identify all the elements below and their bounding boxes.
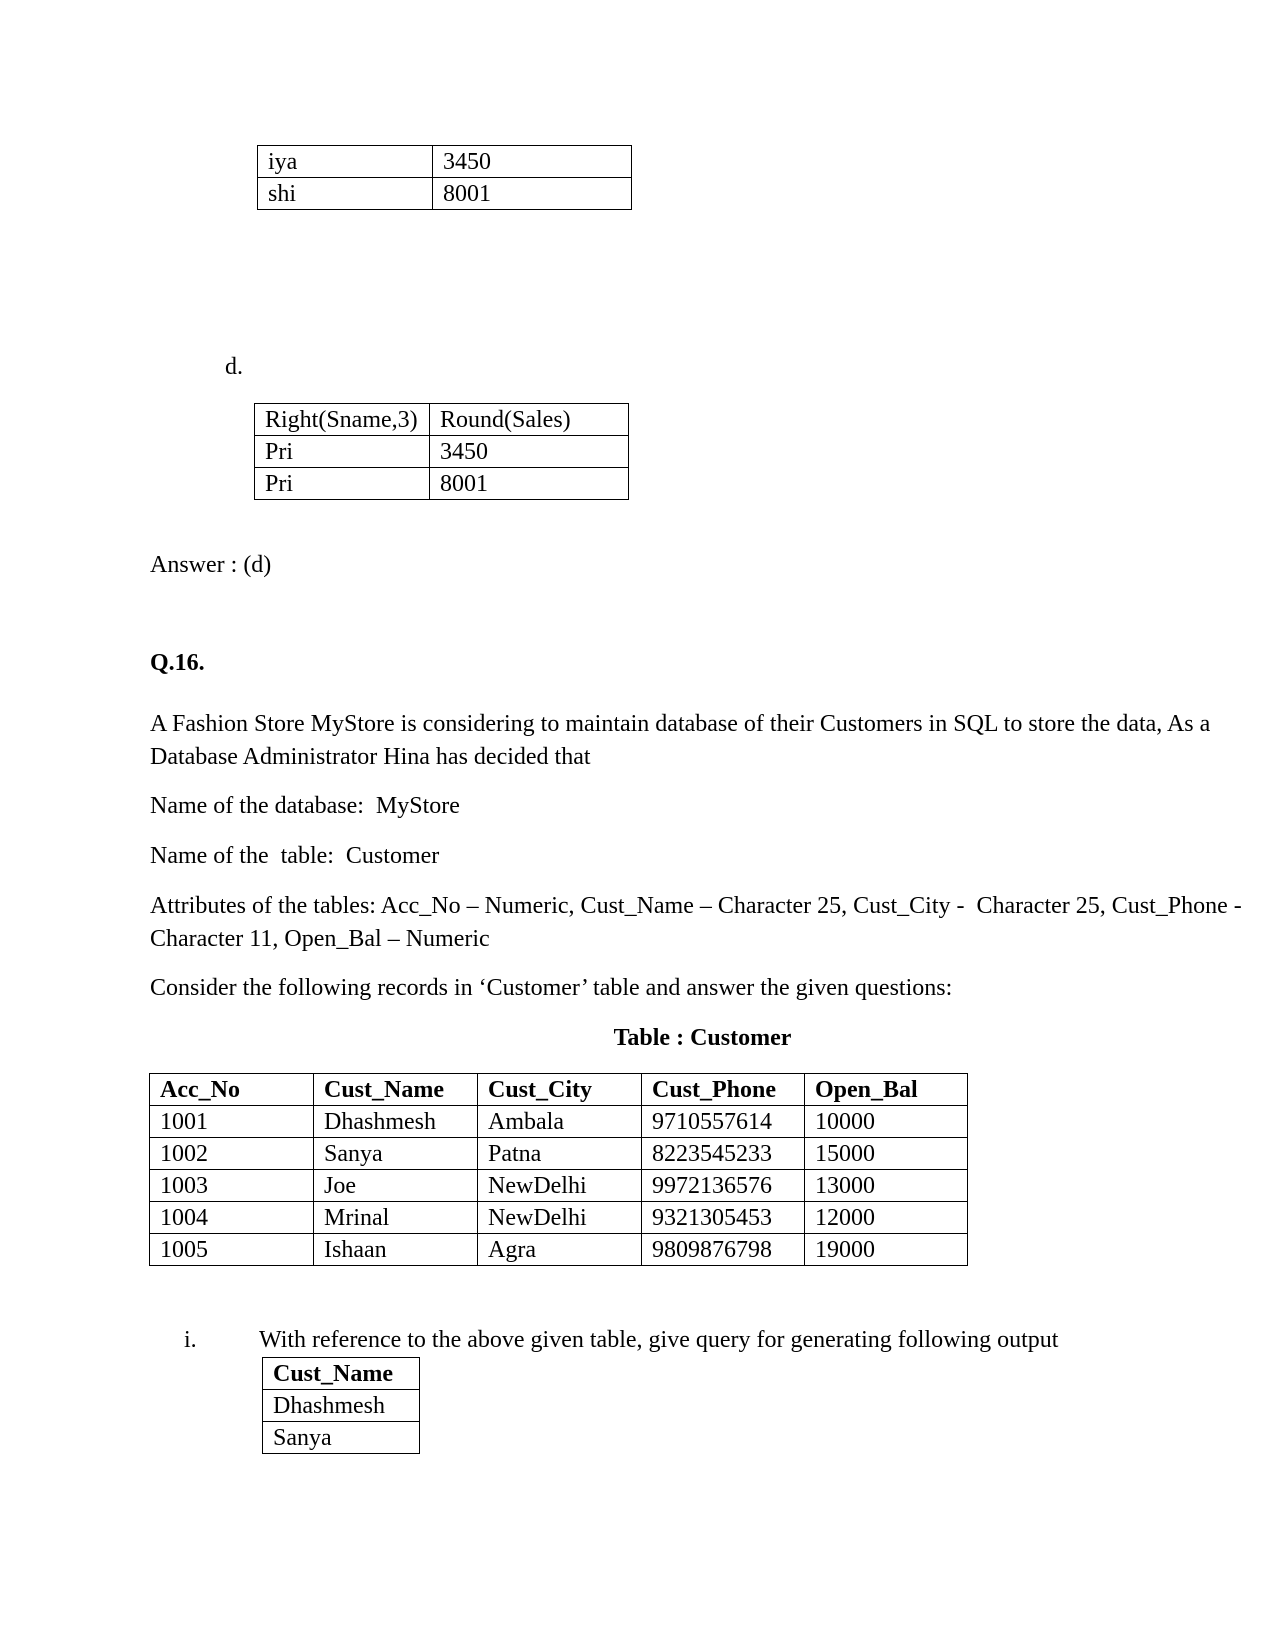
question-intro: A Fashion Store MyStore is considering to maintain database of their Customers in SQL to store the data, As a Database Administrator Hina has decided that — [150, 711, 1211, 770]
table-cell: 1001 — [150, 1106, 314, 1138]
table-row — [263, 1390, 420, 1422]
customer-table — [149, 1073, 968, 1266]
table-row — [263, 1422, 420, 1454]
column-header-cust-name: Cust_Name — [314, 1074, 478, 1106]
table-cell: Ambala — [478, 1106, 642, 1138]
table-cell: iya — [258, 146, 433, 178]
table-cell: Ishaan — [314, 1234, 478, 1266]
question-number: Q.16. — [150, 650, 205, 676]
table-cell: 13000 — [805, 1170, 968, 1202]
column-header-open-bal: Open_Bal — [805, 1074, 968, 1106]
table-header-row — [255, 404, 629, 436]
table-cell: Patna — [478, 1138, 642, 1170]
subquestion-marker: i. — [184, 1327, 197, 1353]
subquestion-text: With reference to the above given table, give query for generating following output — [259, 1327, 1059, 1353]
consider-line: Consider the following records in ‘Customer’ table and answer the given questions: — [150, 975, 953, 1001]
table-name-line: Name of the table: Customer — [150, 843, 440, 869]
table-cell: 9972136576 — [642, 1170, 805, 1202]
attributes-line: Attributes of the tables: Acc_No – Numeric, Cust_Name – Character 25, Cust_City - Character 25, Cust_Phone - Character 11, Open_Bal – Numeric — [150, 893, 1248, 952]
table-cell: 1005 — [150, 1234, 314, 1266]
table-cell: Agra — [478, 1234, 642, 1266]
table-row — [150, 1106, 968, 1138]
table-cell: 12000 — [805, 1202, 968, 1234]
table-cell: 8001 — [430, 468, 629, 500]
table-row — [255, 468, 629, 500]
table-row — [150, 1202, 968, 1234]
option-d-label: d. — [225, 354, 243, 380]
option-c-partial-table — [257, 145, 632, 210]
table-cell: Pri — [255, 436, 430, 468]
table-caption: Table : Customer — [613, 1025, 792, 1051]
output-table — [262, 1357, 420, 1454]
table-cell: Joe — [314, 1170, 478, 1202]
table-cell: Mrinal — [314, 1202, 478, 1234]
table-cell: 3450 — [430, 436, 629, 468]
table-cell: 8223545233 — [642, 1138, 805, 1170]
table-cell: Sanya — [314, 1138, 478, 1170]
table-cell: 1002 — [150, 1138, 314, 1170]
column-header-acc-no: Acc_No — [150, 1074, 314, 1106]
answer-text: Answer : (d) — [150, 552, 272, 578]
table-cell: Pri — [255, 468, 430, 500]
table-row — [258, 146, 632, 178]
table-cell: 1004 — [150, 1202, 314, 1234]
table-cell: 9710557614 — [642, 1106, 805, 1138]
table-cell: 15000 — [805, 1138, 968, 1170]
table-header-cell: Round(Sales) — [430, 404, 629, 436]
table-row — [150, 1170, 968, 1202]
table-cell: 9321305453 — [642, 1202, 805, 1234]
table-cell: 19000 — [805, 1234, 968, 1266]
table-cell: 9809876798 — [642, 1234, 805, 1266]
column-header-cust-name: Cust_Name — [263, 1358, 420, 1390]
table-row — [150, 1138, 968, 1170]
table-cell: Dhashmesh — [263, 1390, 420, 1422]
option-d-table — [254, 403, 629, 500]
table-cell: Sanya — [263, 1422, 420, 1454]
column-header-cust-phone: Cust_Phone — [642, 1074, 805, 1106]
table-cell: shi — [258, 178, 433, 210]
table-row — [255, 436, 629, 468]
column-header-cust-city: Cust_City — [478, 1074, 642, 1106]
table-cell: Dhashmesh — [314, 1106, 478, 1138]
table-header-row — [263, 1358, 420, 1390]
table-cell: 10000 — [805, 1106, 968, 1138]
table-cell: 1003 — [150, 1170, 314, 1202]
table-cell: 8001 — [433, 178, 632, 210]
table-header-row — [150, 1074, 968, 1106]
table-cell: 3450 — [433, 146, 632, 178]
table-cell: NewDelhi — [478, 1202, 642, 1234]
table-cell: NewDelhi — [478, 1170, 642, 1202]
table-header-cell: Right(Sname,3) — [255, 404, 430, 436]
table-row — [150, 1234, 968, 1266]
database-name-line: Name of the database: MyStore — [150, 793, 460, 819]
table-row — [258, 178, 632, 210]
